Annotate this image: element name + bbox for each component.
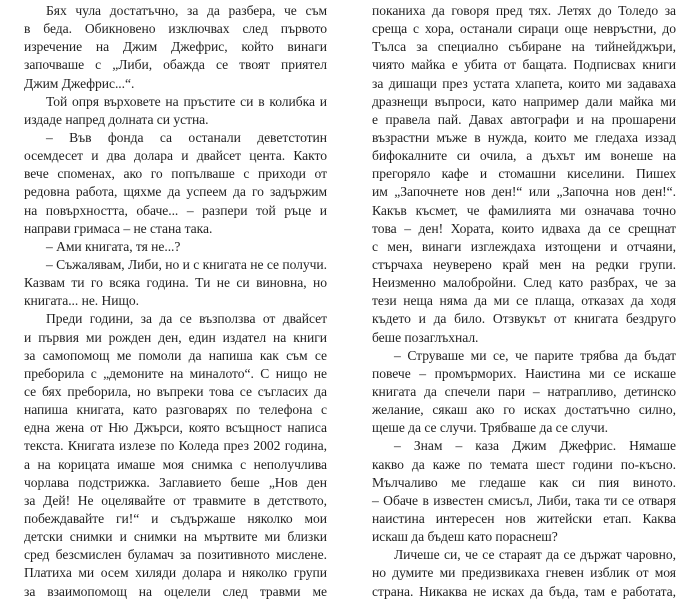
- text-line: детски снимки и снимки на мъртвите ми близки: [24, 529, 327, 545]
- text-line: Личеше си, че се стараят да се държат чаровно,: [394, 547, 676, 563]
- text-line: тези неща няма да ми се плаща, отказах да ходя: [372, 293, 676, 309]
- text-line: Тълса за специално събиране на тийнейджъри,: [372, 39, 676, 55]
- text-line: Той опря върховете на пръстите си в колибка и: [46, 93, 327, 109]
- text-line: Неизменно малобройни. След като разбрах, че за: [372, 275, 676, 291]
- text-line: с мен, винаги изглеждаха изтощени и отчаяни,: [372, 238, 676, 254]
- text-line: сред безсмислен буламач за позитивното мислене.: [24, 547, 327, 563]
- text-line: се бях преборила, но въпреки това се съгласих да: [24, 383, 327, 399]
- text-line: какво да каже по темата шест години по-късно.: [372, 456, 676, 472]
- text-line: Какъв късмет, че фамилията ми означава точно: [372, 202, 676, 218]
- text-line: преборила с „демоните на миналото“. С нищо не: [24, 365, 327, 381]
- text-line: книгата... не. Нищо.: [24, 293, 140, 309]
- text-line: напиша книгата, като разговарях по телефона с: [24, 402, 327, 418]
- text-line: за самопомощ ме помоли да напиша как съм се: [24, 347, 327, 363]
- text-line: им „Започнете нов ден!“ или „Започна нов ден!“.: [372, 184, 676, 200]
- text-line: побеждавайте ги!“ и съдържаше няколко мои: [24, 510, 327, 526]
- text-line: Джим Джефрис...“.: [24, 75, 135, 91]
- text-line: издаде напред долната си устна.: [24, 111, 209, 127]
- text-line: направи гримаса – не стана така.: [24, 220, 213, 236]
- text-line: за дишащи през устата хлапета, които ми задаваха: [372, 75, 676, 91]
- text-line: това – ден! Хората, които идваха да се срещнат: [372, 220, 676, 236]
- text-line: поканиха да говоря пред тях. Летях до Толедо за: [372, 3, 676, 18]
- text-line: където и да било. Отзвукът от книгата бездруго: [372, 311, 676, 327]
- text-line: на повърхността, обаче... – разпери той ръце и: [24, 202, 327, 218]
- text-line: – Обаче в известен смисъл, Либи, така ти се отваря: [372, 492, 676, 508]
- text-line: беше позаглъхнал.: [372, 329, 479, 345]
- text-line: искаш да бъдеш като пораснеш?: [372, 529, 558, 545]
- text-line: повече – промърморих. Наистина ми се искаше: [372, 365, 676, 381]
- text-line: Казвам ти го всяка година. Ти не си виновна, но: [24, 275, 327, 291]
- text-line: книгата да спечели пари – натрапливо, детинско: [372, 383, 676, 399]
- text-line: вече споменах, ако го попълваше с приходи от: [24, 166, 327, 182]
- text-line: за взаимопомощ на оцелели след травми ме: [24, 583, 327, 599]
- text-line: е правела пай. Давах автографи и на прошарени: [372, 111, 676, 127]
- text-line: – Във фонда са останали деветстотин: [46, 129, 327, 145]
- text-line: – Струваше ми се, че парите трябва да бъдат: [394, 347, 676, 363]
- text-line: наистина интересен нов житейски етап. Каква: [372, 510, 676, 526]
- text-line: за Дей! Не оцелявайте от травмите в детството,: [24, 492, 327, 508]
- text-line: изречение на Джим Джефрис, който винаги: [24, 39, 327, 55]
- text-line: но думите ми предизвикаха гневен изблик от моя: [372, 565, 676, 581]
- text-line: дразнещи въпроси, като например дали майка ми: [372, 93, 676, 109]
- text-line: Бях чула достатъчно, за да разбера, че съм: [46, 3, 327, 18]
- left-page: [24, 2, 327, 601]
- text-line: редовна работа, щяхме да успеем да го задържим: [24, 184, 327, 200]
- text-line: Мълчаливо ме гледаше как си пия виното.: [372, 474, 676, 490]
- text-line: страна. Никаква не исках да бъда, там е работата,: [372, 583, 676, 599]
- text-line: в беда. Обикновено изключвах след първото: [24, 21, 327, 37]
- text-line: и първия ми рожден ден, един издател на книги: [24, 329, 327, 345]
- text-line: възрастни мъже в нужда, които ме гледаха иззад: [372, 129, 676, 145]
- text-line: бифокалните си очила, а дъхът им вонеше на: [372, 148, 676, 164]
- text-line: желание, сякаш ако го исках достатъчно силно,: [372, 402, 676, 418]
- text-line: една жена от Ню Джърси, която всъщност написа: [24, 420, 327, 436]
- text-line: прегоряло кафе и стомашни киселини. Пишех: [372, 166, 676, 182]
- text-line: – Съжалявам, Либи, но и с книгата не се получи.: [46, 256, 327, 272]
- text-line: чиято майка е убита от бащата. Подписвах книги: [372, 57, 676, 73]
- text-line: Преди години, за да се възползва от двайсет: [46, 311, 327, 327]
- text-line: щеше да се случи. Трябваше да се случи.: [372, 420, 608, 436]
- text-line: текста. Книгата излезе по Коледа през 2002 година,: [24, 438, 327, 454]
- text-line: – Ами книгата, тя не...?: [46, 238, 181, 254]
- text-line: – Знам – каза Джим Джефрис. Нямаше: [394, 438, 676, 454]
- text-line: започваше с „Либи, обажда се твоят приятел: [24, 57, 327, 73]
- text-line: среща с хора, останали сираци още невръстни, до: [372, 21, 676, 37]
- text-line: чорлава подстрижка. Заглавието беше „Нов ден: [24, 474, 327, 490]
- text-line: а на корицата имаше моя снимка с неполучлива: [24, 456, 327, 472]
- right-page: [372, 2, 676, 601]
- text-line: Платиха ми осем хиляди долара и няколко групи: [24, 565, 327, 581]
- text-line: осемдесет и два долара и двайсет цента. Както: [24, 148, 327, 164]
- text-line: стърчаха неуверено край мен на редки групи.: [372, 256, 676, 272]
